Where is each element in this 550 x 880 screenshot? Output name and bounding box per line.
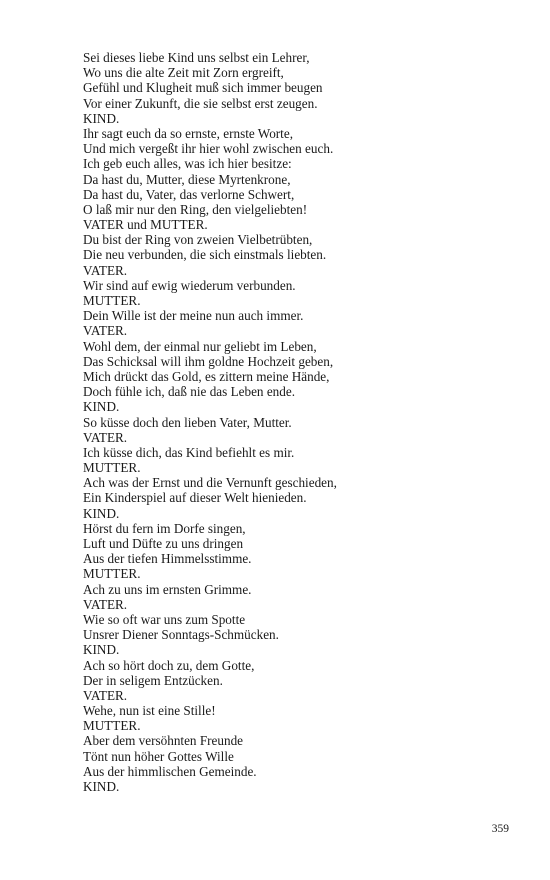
speaker-label: KIND. (83, 110, 120, 126)
speaker-label: MUTTER. (83, 293, 141, 308)
verse-line: Du bist der Ring von zweien Vielbetrübten, (83, 232, 313, 248)
verse-line: Ich geb euch alles, was ich hier besitze: (83, 156, 292, 172)
speaker-label: KIND. (83, 505, 120, 521)
verse-line: Die neu verbunden, die sich einstmals liebten. (83, 247, 327, 263)
verse-line: Der in seligem Entzücken. (83, 672, 223, 688)
verse-line: Unsrer Diener Sonntags-Schmücken. (83, 627, 279, 643)
verse-line: Ein Kinderspiel auf dieser Welt hienieden. (83, 490, 307, 506)
speaker-label: VATER. (83, 596, 128, 612)
verse-line: Sei dieses liebe Kind uns selbst ein Lehrer, (83, 50, 310, 65)
verse-line: Wir sind auf ewig wiederum verbunden. (83, 277, 296, 293)
verse-line: Wo uns die alte Zeit mit Zorn ergreift, (83, 65, 284, 81)
verse-line: Dein Wille ist der meine nun auch immer. (83, 308, 304, 324)
speaker-label: KIND. (83, 779, 120, 794)
verse-line: Ach was der Ernst und die Vernunft geschieden, (83, 475, 337, 491)
verse-line: Hörst du fern im Dorfe singen, (83, 520, 246, 536)
speaker-label: MUTTER. (83, 718, 141, 734)
verse-line: Vor einer Zukunft, die sie selbst erst zeugen. (83, 95, 318, 111)
verse-line: Ich küsse dich, das Kind befiehlt es mir. (83, 444, 295, 460)
speaker-label: VATER. (83, 429, 128, 445)
verse-line: Doch fühle ich, daß nie das Leben ende. (83, 384, 296, 400)
verse-line: Aber dem versöhnten Freunde (83, 733, 244, 749)
verse-line: Tönt nun höher Gottes Wille (83, 748, 234, 764)
verse-line: Das Schicksal will ihm goldne Hochzeit geben, (83, 353, 334, 369)
speaker-label: MUTTER. (83, 566, 141, 582)
speaker-label: KIND. (83, 642, 120, 658)
verse-line: Aus der himmlischen Gemeinde. (83, 763, 257, 779)
verse-line: Mich drückt das Gold, es zittern meine Hände, (83, 368, 330, 384)
verse-line: Und mich vergeßt ihr hier wohl zwischen euch. (83, 141, 334, 157)
speaker-label: VATER und MUTTER. (83, 217, 208, 233)
verse-line: Ihr sagt euch da so ernste, ernste Worte, (83, 125, 293, 141)
verse-line: Wehe, nun ist eine Stille! (83, 703, 216, 719)
verse-line: Wie so oft war uns zum Spotte (83, 611, 246, 627)
verse-line: So küsse doch den lieben Vater, Mutter. (83, 414, 292, 430)
speaker-label: MUTTER. (83, 460, 141, 476)
page-number: 359 (491, 823, 509, 835)
speaker-label: VATER. (83, 262, 128, 278)
verse-line: O laß mir nur den Ring, den vielgeliebten! (83, 201, 308, 217)
speaker-label: VATER. (83, 687, 128, 703)
verse-line: Ach so hört doch zu, dem Gotte, (83, 657, 255, 673)
verse-line: Aus der tiefen Himmelsstimme. (83, 551, 252, 567)
speaker-label: KIND. (83, 399, 120, 415)
verse-line: Da hast du, Mutter, diese Myrtenkrone, (83, 171, 291, 187)
verse-line: Ach zu uns im ernsten Grimme. (83, 581, 252, 597)
verse-text-block (83, 50, 503, 794)
speaker-label: VATER. (83, 323, 128, 339)
verse-line: Gefühl und Klugheit muß sich immer beugen (83, 80, 323, 96)
verse-line: Da hast du, Vater, das verlorne Schwert, (83, 186, 295, 202)
verse-line: Luft und Düfte zu uns dringen (83, 536, 244, 551)
verse-line: Wohl dem, der einmal nur geliebt im Leben, (83, 338, 317, 354)
